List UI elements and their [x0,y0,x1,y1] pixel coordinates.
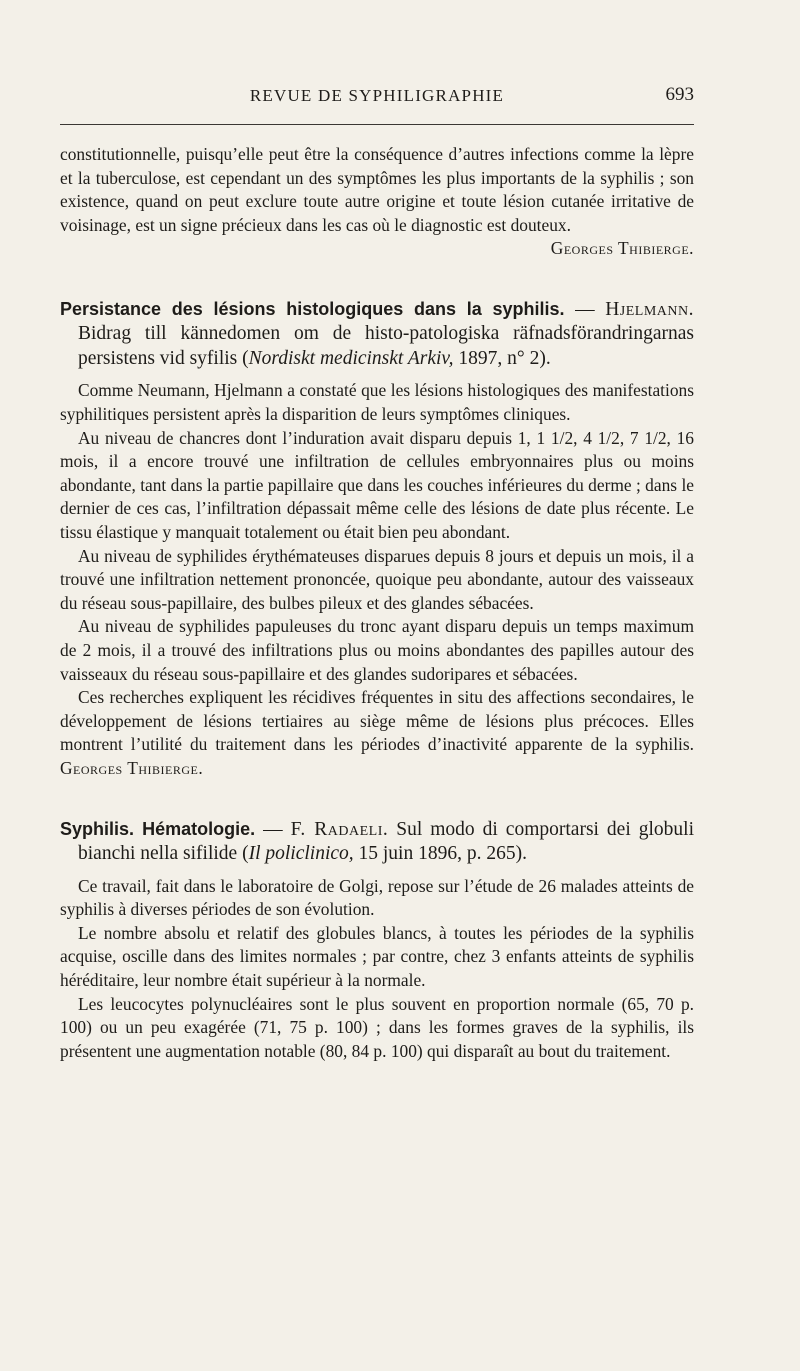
article1-author: Hjelmann. [605,298,694,320]
article1-journal: Nordiskt medicinskt Arkiv, [248,347,454,369]
article1-title: Persistance des lésions histologiques dans la syphilis. [60,298,565,319]
article2-heading [60,817,694,867]
article1-last-text: Ces recherches expliquent les récidives fréquentes in situ des affections secondaires, le développement de lésions tertiaires au siège même de lésions plus précoces. Elles montrent l’utilité du traitement dans les périodes d’inactivité apparente de la syphilis. [60,687,694,755]
article2-paragraph: Ce travail, fait dans le laboratoire de Golgi, repose sur l’étude de 26 malades atteints de syphilis à diverses périodes de son évolution. [60,875,694,920]
page-body [60,143,694,1063]
intro-paragraph: constitutionnelle, puisqu’elle peut être la conséquence d’autres infections comme la lèpre et la tuberculose, est cependant un des symptômes les plus importants de la syphilis ; son existence, quand on peut exclure toute autre origine et toute lésion cutanée irritative de voisinage, est un signe précieux dans les cas où le diagnostic est douteux. [60,144,694,235]
article2-reference-end: 15 juin 1896, p. 265). [353,843,527,865]
article1-signature: Georges Thibierge. [60,757,204,778]
article2-dash: — [255,818,291,840]
article1-paragraph: Au niveau de chancres dont l’induration avait disparu depuis 1, 1 1/2, 4 1/2, 7 1/2, 16 mois, il a encore trouvé une infiltration de cellules embryonnaires plus ou moins abondante, tant dans la partie papillaire que dans les couches inférieures du derme ; dans le dernier de ces cas, l’infiltration dépassait même celle des lésions de date plus récente. Le tissu élastique y manquait totalement ou était bien peu abondant. [60,427,694,543]
header-rule [60,124,694,125]
article1-heading [60,297,694,372]
article2-journal: Il policlinico, [248,843,354,865]
page-number: 693 [665,84,694,105]
article2-paragraph: Les leucocytes polynucléaires sont le plus souvent en proportion normale (65, 70 p. 100) ou un peu exagérée (71, 75 p. 100) ; dans les formes graves de la syphilis, ils présentent une augmentation notable (80, 84 p. 100) qui disparaît au bout du traitement. [60,993,694,1061]
article1-last-paragraph [60,686,694,780]
article2-author: F. Radaeli. [290,818,389,840]
article2-reference: Sul modo di comportarsi dei globuli bianchi nella sifilide ( [78,818,694,865]
running-title: REVUE DE SYPHILIGRAPHIE [249,86,505,105]
article1-reference: Bidrag till kännedomen om de histo-patologiska räfnadsförandringarnas persistens vid syfilis ( [78,323,694,369]
intro-signature: Georges Thibierge. [550,238,694,259]
article1-reference-end: 1897, n° 2). [453,347,551,369]
article2-paragraph: Le nombre absolu et relatif des globules blancs, à toutes les périodes de la syphilis acquise, oscille dans des limites normales ; par contre, chez 3 enfants atteints de syphilis héréditaire, leur nombre était supérieur à la normale. [60,922,694,990]
article1-paragraph: Comme Neumann, Hjelmann a constaté que les lésions histologiques des manifestations syphilitiques persistent après la disparition de leurs symptômes cliniques. [60,380,694,425]
article1-paragraph: Au niveau de syphilides érythémateuses disparues depuis 8 jours et depuis un mois, il a trouvé une infiltration nettement prononcée, quoique peu abondante, autour des vaisseaux du réseau sous-papillaire, des bulbes pileux et des glandes sébacées. [60,545,694,613]
article1-paragraph: Au niveau de syphilides papuleuses du tronc ayant disparu depuis un temps maximum de 2 mois, il a trouvé des infiltrations plus ou moins abondantes des papilles autour des vaisseaux du réseau sous-papillaire et des glandes sudoripares et sébacées. [60,616,694,684]
running-head [60,86,694,112]
article2-title: Syphilis. Hématologie. [60,818,256,839]
article1-dash: — [564,298,606,320]
